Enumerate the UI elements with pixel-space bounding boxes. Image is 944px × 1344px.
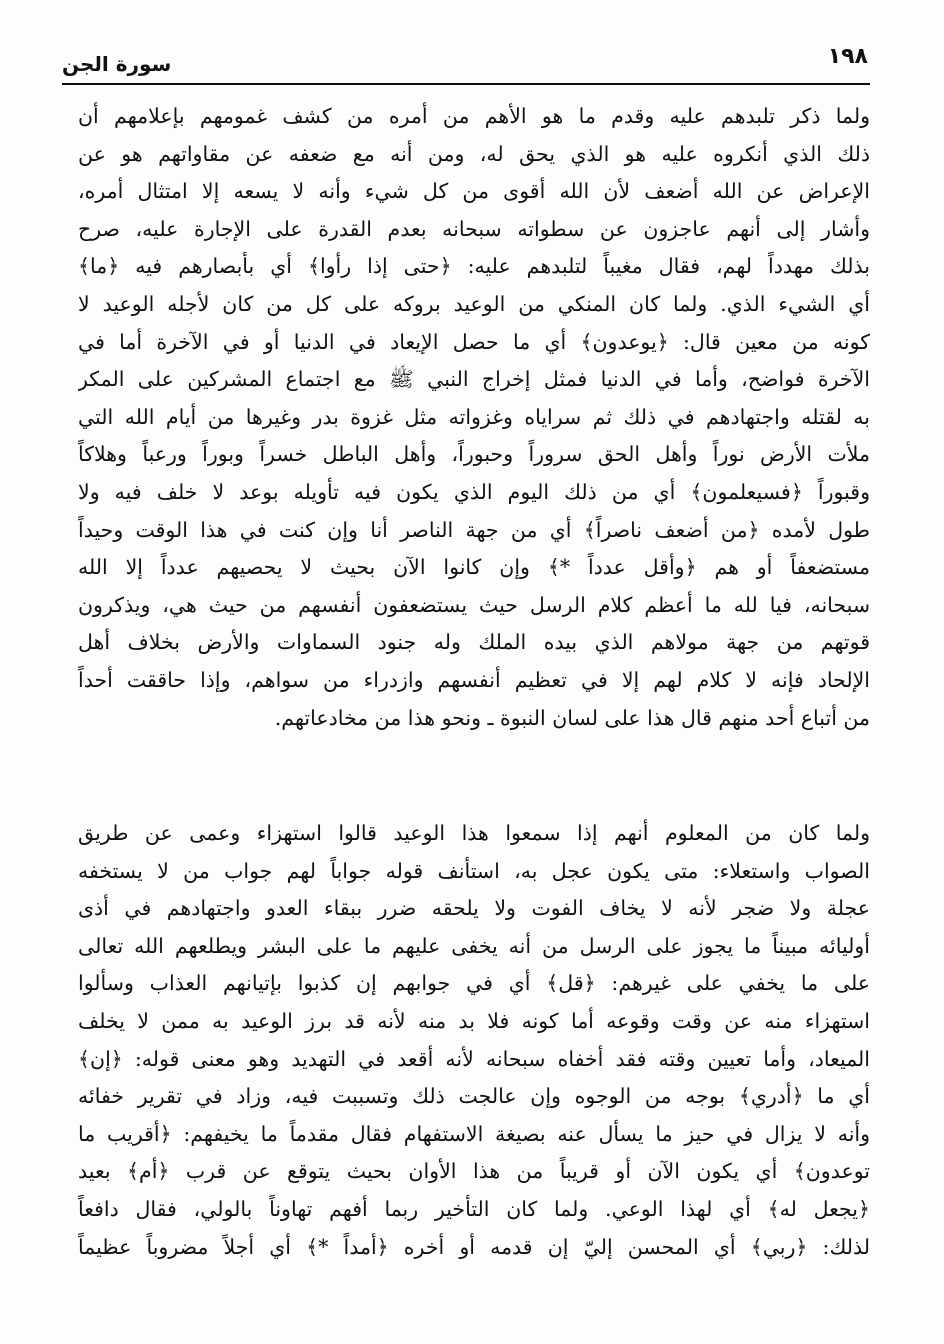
text-line: الميعاد، وأما تعيين وقته فقد أخفاه سبحانه لأنه أقعد في التهديد وهو معنى قوله: ﴿إن﴾: [78, 1046, 870, 1071]
text-line: أي الشيء الذي. ولما كان المنكي من الوعيد بروكه على كل من كان لأجله الوعيد لا: [78, 291, 870, 316]
text-line: مستضعفاً أو هم ﴿وأقل عدداً *﴾ وإن كانوا الآن بحيث لا يحصيهم عدداً إلا الله: [78, 555, 870, 580]
text-line: من أتباع أحد منهم قال هذا على لسان النبوة ـ ونحو هذا من مخادعاتهم.: [274, 705, 870, 730]
text-line: لذلك: ﴿ربي﴾ أي المحسن إليّ إن قدمه أو أخره ﴿أمداً *﴾ أي أجلاً مضروباً عظيماً: [78, 1234, 870, 1259]
text-line: الآخرة فواضح، وأما في الدنيا فمثل إخراج النبي ﷺ مع اجتماع المشركين على المكر: [78, 367, 870, 392]
running-title: سورة الجن: [62, 52, 172, 76]
text-line: ولما ذكر تلبدهم عليه وقدم ما هو الأهم من أمره من كشف غمومهم بإعلامهم أن: [78, 104, 870, 128]
text-line: ذلك الذي أنكروه عليه هو الذي يحق له، ومن أنه مع ضعفه عن مقاواتهم هو عن: [78, 141, 870, 166]
text-line: أي ما ﴿أدري﴾ بوجه من الوجوه وإن عالجت ذلك وتسببت فيه، وزاد في تقرير خفائه: [78, 1084, 870, 1109]
text-line: سبحانه، فيا لله ما أعظم كلام الرسل حيث يستضعفون أنفسهم من حيث هي، ويذكرون: [78, 592, 870, 617]
text-line: ملأت الأرض نوراً وأهل الحق سروراً وحبوراً، وأهل الباطل خسراً وبوراً ورعباً وهلاكاً: [78, 442, 870, 467]
page-header: [62, 40, 868, 82]
text-line: به لقتله واجتهادهم في ذلك ثم سراياه وغزواته مثل غزوة بدر وغيرها من أيام الله التي: [78, 404, 870, 429]
text-line: كونه من معين قال: ﴿يوعدون﴾ أي ما حصل الإيعاد في الدنيا أو في الآخرة أما في: [78, 329, 870, 354]
text-line: قوتهم من جهة مولاهم الذي بيده الملك وله جنود السماوات والأرض بخلاف أهل: [78, 630, 870, 655]
text-line: الإلحاد فإنه لا كلام لهم إلا في تعظيم أنفسهم وازدراء من سواهم، وإذا حاققت أحداً: [78, 667, 870, 692]
text-line: على ما يخفي على غيرهم: ﴿قل﴾ أي في جوابهم إن كذبوا بإتيانهم العذاب وسألوا: [78, 971, 870, 996]
text-line: الصواب واستعلاء: متى يكون عجل به، استأنف قوله جواباً لهم جواب من لا يستخفه: [78, 858, 870, 883]
text-line: استهزاء منه عن وقت وقوعه أما كونه فلا بد منه لأنه قد برز الوعيد به ممن لا يخلف: [78, 1008, 870, 1033]
text-line: توعدون﴾ أي يكون الآن أو قريباً من هذا الأوان بحيث يتوقع عن قرب ﴿أم﴾ بعيد: [78, 1159, 870, 1184]
text-line: ﴿يجعل له﴾ أي لهذا الوعي. ولما كان التأخير ربما أفهم تهاوناً بالولي، فقال دافعاً: [78, 1196, 870, 1221]
text-line: ولما كان من المعلوم أنهم إذا سمعوا هذا الوعيد قالوا استهزاء وعمى عن طريق: [78, 821, 870, 845]
text-line: الإعراض عن الله أضعف لأن الله أقوى من كل شيء وأنه لا يسعه إلا امتثال أمره،: [78, 179, 870, 204]
text-line: وأشار إلى أنهم عاجزون عن سطواته سبحانه بعدم القدرة على الإجارة عليه، صرح: [78, 216, 870, 241]
text-line: وأنه لا يزال في حيز ما يسأل عنه بصيغة الاستفهام فقال مقدماً ما يخيفهم: ﴿أقريب ما: [78, 1121, 870, 1146]
paragraph-2: [78, 815, 870, 1266]
text-line: بذلك مهدداً لهم، فقال مغيباً لتلبدهم عليه: ﴿حتى إذا رأوا﴾ أي بأبصارهم فيه ﴿ما﴾: [78, 254, 870, 279]
text-line: عجلة ولا ضجر لأنه لا يخاف الفوت ولا يلحقه ضرر ببقاء العدو واجتهادهم في أذى: [78, 896, 870, 921]
text-line: وقبوراً ﴿فسيعلمون﴾ أي من ذلك اليوم الذي يكون فيه تأويله بوعد لا خلف فيه ولا: [78, 479, 870, 504]
page-number: ١٩٨: [827, 44, 868, 69]
paragraph-1: [78, 98, 870, 737]
text-line: طول لأمده ﴿من أضعف ناصراً﴾ أي من جهة الناصر أنا وإن كنت في هذا الوقت وحيداً: [78, 517, 870, 542]
header-rule: [62, 83, 870, 85]
text-line: أوليائه مبيناً ما يجوز على الرسل من أنه يخفى عليهم ما على البشر ويطلعهم الله تعالى: [78, 933, 870, 958]
